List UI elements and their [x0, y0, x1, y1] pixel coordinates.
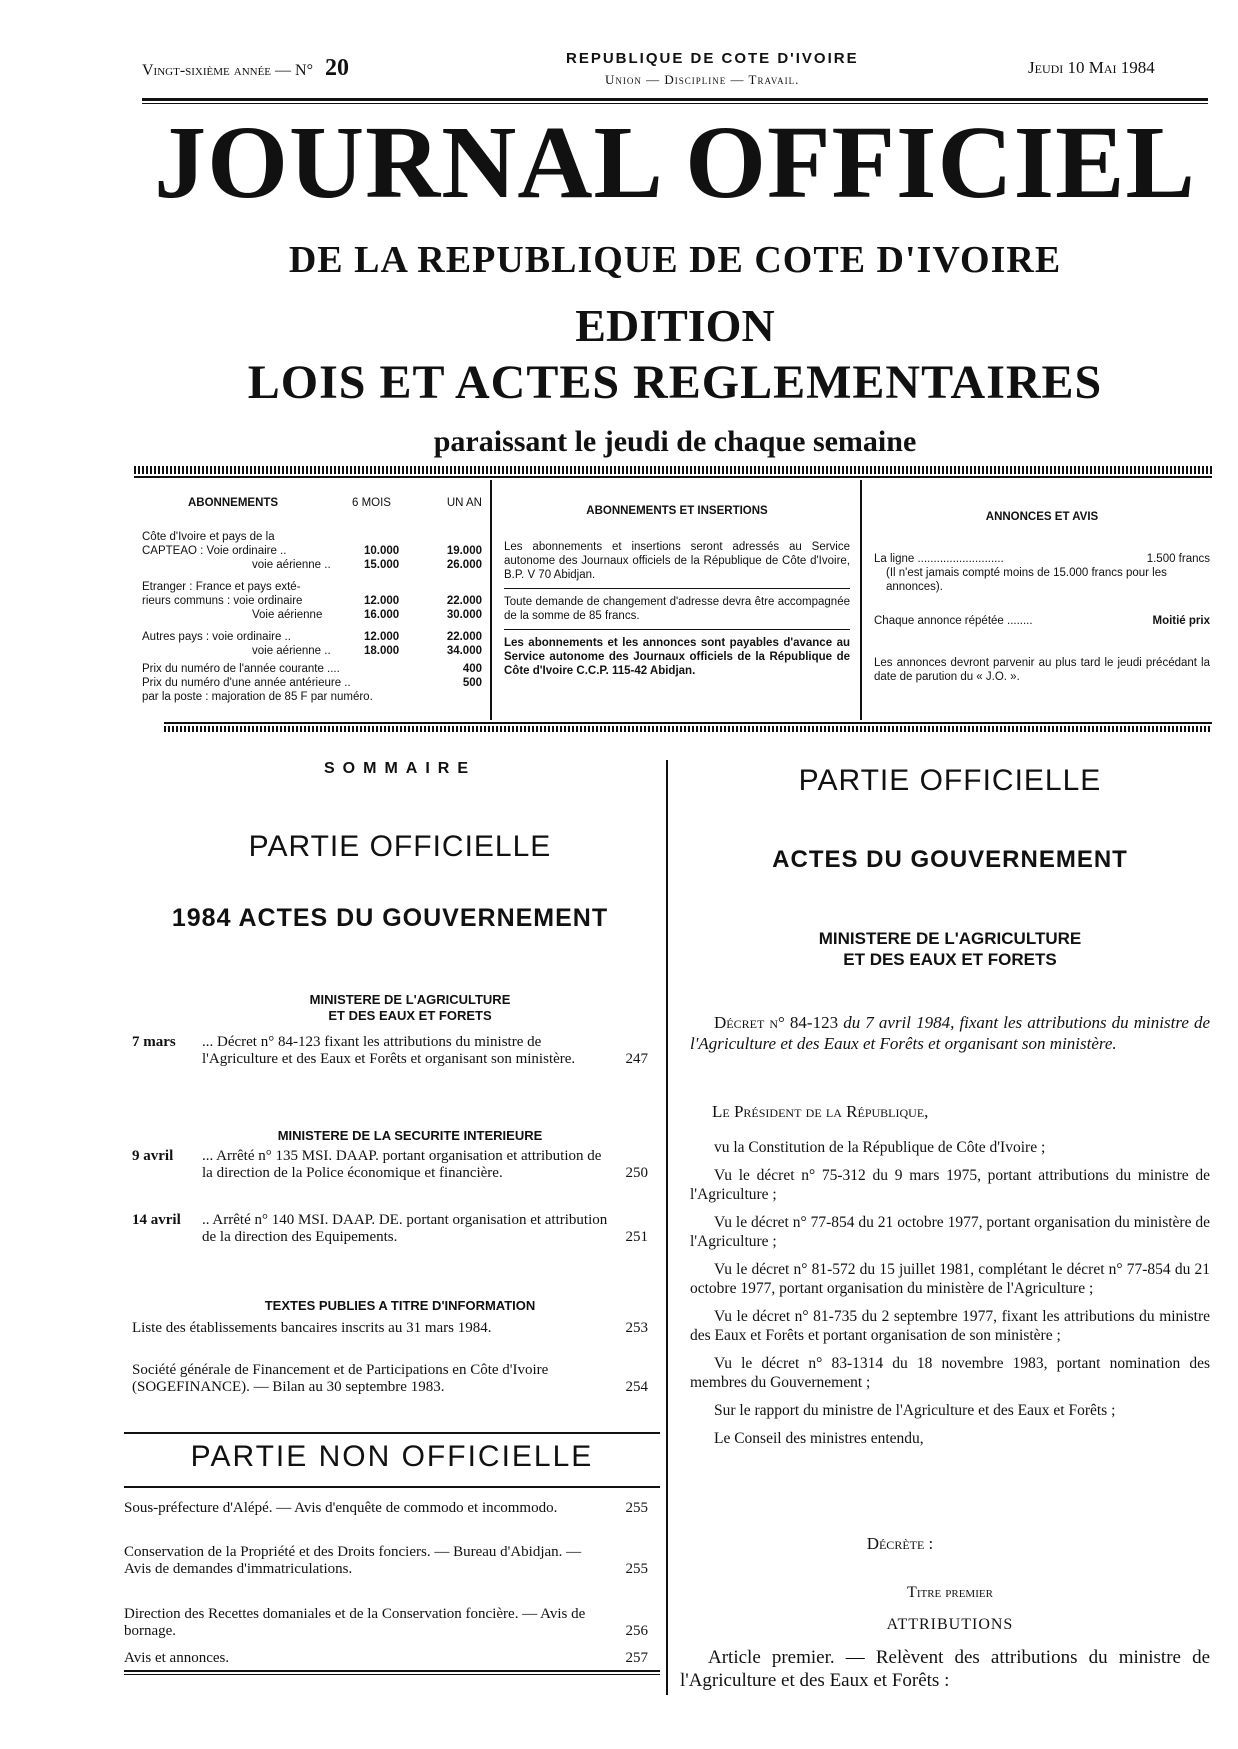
toc-page: 250	[625, 1165, 648, 1181]
non-officielle-rule-bottom	[124, 1486, 660, 1488]
republic-name: REPUBLIQUE DE COTE D'IVOIRE	[566, 50, 859, 67]
toc-entry-banques	[132, 1320, 648, 1337]
summary-partie-officielle: PARTIE OFFICIELLE	[248, 830, 552, 863]
top-rule	[142, 98, 1208, 101]
insertions-address-change: Toute demande de changement d'adresse devra être accompagnée de la somme de 85 francs.	[504, 596, 850, 622]
edition-label: EDITION	[575, 300, 775, 351]
price-row	[142, 690, 482, 704]
rate-label: voie aérienne ..	[252, 645, 331, 657]
toc-text: Direction des Recettes domaniales et de la Conservation foncière. — Avis de bornage.	[124, 1606, 586, 1639]
subscription-rates	[142, 530, 482, 658]
summary-end-rule-2	[124, 1674, 660, 1675]
rate-1-year: 30.000	[446, 609, 482, 621]
decree-lead: Décret n° 84-123	[714, 1013, 839, 1032]
toc-date: 7 mars	[132, 1034, 176, 1050]
toc-page: 247	[625, 1051, 648, 1067]
toc-entry-recettes	[124, 1606, 648, 1640]
considerations	[690, 1138, 1210, 1457]
consideration-paragraph: Vu le décret n° 81-735 du 2 septembre 1977, fixant les attributions du ministre des Eaux et Forêts et portant organisation de son ministère ;	[690, 1308, 1210, 1344]
toc-date: 14 avril	[132, 1212, 181, 1228]
line-note: (Il n'est jamais compté moins de 15.000 francs pour les annonces).	[886, 567, 1167, 593]
rate-label: Côte d'Ivoire et pays de la	[142, 531, 275, 543]
summary-end-rule	[124, 1670, 660, 1672]
section-securite: MINISTERE DE LA SECURITE INTERIEURE	[277, 1128, 543, 1143]
subscription-rate-row	[142, 594, 482, 608]
toc-entry-conservation	[124, 1544, 648, 1578]
toc-page: 251	[625, 1229, 648, 1245]
rate-6-months: 16.000	[364, 609, 400, 621]
consideration-paragraph: Le Conseil des ministres entendu,	[714, 1430, 924, 1447]
col-6-months: 6 MOIS	[352, 497, 391, 509]
rate-label: Etranger : France et pays exté-	[142, 581, 301, 593]
toc-entry-alepe	[124, 1500, 648, 1517]
toc-text: Société générale de Financement et de Participations en Côte d'Ivoire (SOGEFINANCE). — Bilan au 30 septembre 1983.	[132, 1362, 549, 1395]
toc-entry-sogefinance	[132, 1362, 648, 1396]
consideration-paragraph: Vu le décret n° 75-312 du 9 mars 1975, portant attributions du ministre de l'Agriculture ;	[690, 1167, 1210, 1203]
consideration-paragraph: Sur le rapport du ministre de l'Agriculture et des Eaux et Forêts ;	[714, 1402, 1116, 1419]
price-row	[142, 662, 482, 676]
subscription-rate-row	[142, 544, 482, 558]
consideration-paragraph: vu la Constitution de la République de Côte d'Ivoire ;	[714, 1139, 1046, 1156]
right-ministry-line2: ET DES EAUX ET FORETS	[843, 950, 1057, 969]
consideration-paragraph: Vu le décret n° 83-1314 du 18 novembre 1983, portant nomination des membres du Gouvernement ;	[690, 1355, 1210, 1391]
toc-page: 256	[625, 1623, 648, 1639]
line-price: 1.500 francs	[1146, 553, 1210, 565]
price-row	[142, 676, 482, 690]
toc-page: 255	[625, 1561, 648, 1577]
subscription-rate-row	[142, 580, 482, 594]
toc-entry-arrete-135	[132, 1148, 648, 1182]
journal-title: JOURNAL OFFICIEL	[154, 105, 1196, 220]
price-label: Prix du numéro d'une année antérieure ..	[142, 677, 351, 689]
subscriptions-header: ABONNEMENTS	[188, 497, 279, 509]
insertions-sep-2	[504, 629, 850, 630]
issue-prices	[142, 662, 482, 704]
toc-text: Avis et annonces.	[124, 1650, 230, 1666]
titre-premier: Titre premier	[907, 1584, 993, 1601]
frequency-line: paraissant le jeudi de chaque semaine	[433, 425, 917, 458]
president-line: Le Président de la République,	[712, 1102, 929, 1121]
header-band-bottom-line	[164, 722, 1212, 724]
rate-6-months: 18.000	[364, 645, 400, 657]
price-value: 400	[462, 663, 482, 675]
rate-6-months: 12.000	[364, 595, 400, 607]
toc-entry-decret	[132, 1034, 648, 1068]
rate-label: voie aérienne ..	[252, 559, 331, 571]
right-ministry-line1: MINISTERE DE L'AGRICULTURE	[818, 929, 1082, 948]
toc-text: Conservation de la Propriété et des Droits fonciers. — Bureau d'Abidjan. — Avis de demandes d'immatriculations.	[124, 1544, 582, 1577]
toc-page: 255	[625, 1500, 648, 1516]
article-premier: Article premier. — Relèvent des attributions du ministre de l'Agriculture et des Eaux et Forêts :	[680, 1647, 1210, 1691]
right-ministry	[690, 928, 1210, 970]
decree-title: du 7 avril 1984, fixant les attributions du ministre de l'Agriculture et des Eaux et Forêts et organisant son ministère.	[690, 1013, 1210, 1053]
motto: Union — Discipline — Travail.	[605, 72, 800, 87]
toc-date: 9 avril	[132, 1148, 174, 1164]
decree-heading	[690, 1012, 1210, 1054]
insertions-payment: Les abonnements et les annonces sont payables d'avance au Service autonome des Journaux officiels de la République de Côte d'Ivoire C.C.P. 115-42 Abidjan.	[504, 637, 850, 677]
section-agriculture	[200, 992, 620, 1024]
col-1-year: UN AN	[446, 497, 482, 509]
subscription-rate-row	[142, 530, 482, 544]
issue-label	[142, 55, 349, 82]
repeat-label: Chaque annonce répétée ........	[874, 615, 1033, 627]
rate-1-year: 34.000	[446, 645, 482, 657]
box-divider-2	[860, 480, 862, 720]
header-band-bottom	[164, 726, 1212, 732]
header-band-line	[134, 476, 1212, 478]
issue-prefix: Vingt-sixième année — N°	[142, 62, 313, 79]
edition-name: LOIS ET ACTES REGLEMENTAIRES	[247, 356, 1103, 409]
price-label: Prix du numéro de l'année courante ....	[142, 663, 340, 675]
header-band-top	[134, 466, 1212, 474]
rate-label: rieurs communs : voie ordinaire	[142, 595, 303, 607]
toc-text: ... Arrêté n° 135 MSI. DAAP. portant organisation et attribution de la direction de la Police économique et financière.	[202, 1148, 602, 1181]
insertions-sep-1	[504, 588, 850, 589]
rate-1-year: 22.000	[446, 595, 482, 607]
summary-partie-non-officielle: PARTIE NON OFFICIELLE	[190, 1440, 594, 1473]
section-agriculture-line1: MINISTERE DE L'AGRICULTURE	[309, 992, 511, 1007]
issue-number: 20	[324, 55, 349, 81]
right-partie-officielle: PARTIE OFFICIELLE	[798, 764, 1102, 797]
rate-1-year: 22.000	[446, 631, 482, 643]
subscription-rate-row	[142, 630, 482, 644]
issue-date: Jeudi 10 Mai 1984	[1028, 58, 1155, 77]
toc-page: 254	[625, 1379, 648, 1395]
announcements-header: ANNONCES ET AVIS	[985, 511, 1099, 523]
journal-subtitle: DE LA REPUBLIQUE DE COTE D'IVOIRE	[288, 239, 1062, 281]
consideration-paragraph: Vu le décret n° 81-572 du 15 juillet 1981, complétant le décret n° 77-854 du 21 octobre 1977, portant organisation du ministère de l'Agriculture ;	[690, 1261, 1210, 1297]
announcements-box	[874, 510, 1210, 684]
insertions-address: Les abonnements et insertions seront adressés au Service autonome des Journaux officiels de la République de Côte d'Ivoire, B.P. V 70 Abidjan.	[504, 541, 850, 581]
rate-label: CAPTEAO : Voie ordinaire ..	[142, 545, 287, 557]
repeat-value: Moitié prix	[1152, 615, 1210, 627]
rate-1-year: 26.000	[446, 559, 482, 571]
summary-actes-heading: 1984 ACTES DU GOUVERNEMENT	[171, 904, 609, 932]
price-value: 500	[462, 677, 482, 689]
toc-page: 253	[625, 1320, 648, 1336]
rate-6-months: 10.000	[364, 545, 400, 557]
announcements-deadline: Les annonces devront parvenir au plus tard le jeudi précédant la date de parution du « J.O. ».	[874, 657, 1210, 683]
rate-6-months: 12.000	[364, 631, 400, 643]
consideration-paragraph: Vu le décret n° 77-854 du 21 octobre 1977, portant organisation du ministère de l'Agriculture ;	[690, 1214, 1210, 1250]
section-textes-info: TEXTES PUBLIES A TITRE D'INFORMATION	[264, 1298, 536, 1313]
right-actes-heading: ACTES DU GOUVERNEMENT	[772, 846, 1128, 873]
toc-page: 257	[625, 1650, 648, 1666]
insertions-header: ABONNEMENTS ET INSERTIONS	[586, 505, 768, 517]
subscription-rate-row	[142, 608, 482, 622]
toc-entry-arrete-140	[132, 1212, 648, 1246]
toc-text: ... Décret n° 84-123 fixant les attributions du ministre de l'Agriculture et des Eaux et Forêts et organisant son ministère.	[202, 1034, 576, 1067]
decrete-label: Décrète :	[866, 1534, 934, 1553]
column-divider	[666, 760, 668, 1695]
rate-1-year: 19.000	[446, 545, 482, 557]
rate-label: Voie aérienne	[252, 609, 323, 621]
toc-text: .. Arrêté n° 140 MSI. DAAP. DE. portant organisation et attribution de la direction des Equipements.	[202, 1212, 608, 1245]
insertions-box	[504, 504, 850, 678]
box-divider-1	[490, 480, 492, 720]
attributions-heading: ATTRIBUTIONS	[886, 1616, 1014, 1633]
price-label: par la poste : majoration de 85 F par numéro.	[142, 691, 373, 703]
top-rule-thin	[142, 103, 1208, 104]
rate-label: Autres pays : voie ordinaire ..	[142, 631, 291, 643]
summary-heading: SOMMAIRE	[324, 760, 476, 777]
subscriptions-box	[142, 496, 482, 704]
rate-6-months: 15.000	[364, 559, 400, 571]
subscription-rate-row	[142, 558, 482, 572]
line-label: La ligne ...........................	[874, 553, 1004, 565]
toc-text: Liste des établissements bancaires inscrits au 31 mars 1984.	[132, 1320, 492, 1336]
section-agriculture-line2: ET DES EAUX ET FORETS	[328, 1008, 492, 1023]
subscription-rate-row	[142, 644, 482, 658]
toc-entry-avis	[124, 1650, 648, 1667]
toc-text: Sous-préfecture d'Alépé. — Avis d'enquête de commodo et incommodo.	[124, 1500, 558, 1516]
non-officielle-rule-top	[124, 1432, 660, 1434]
